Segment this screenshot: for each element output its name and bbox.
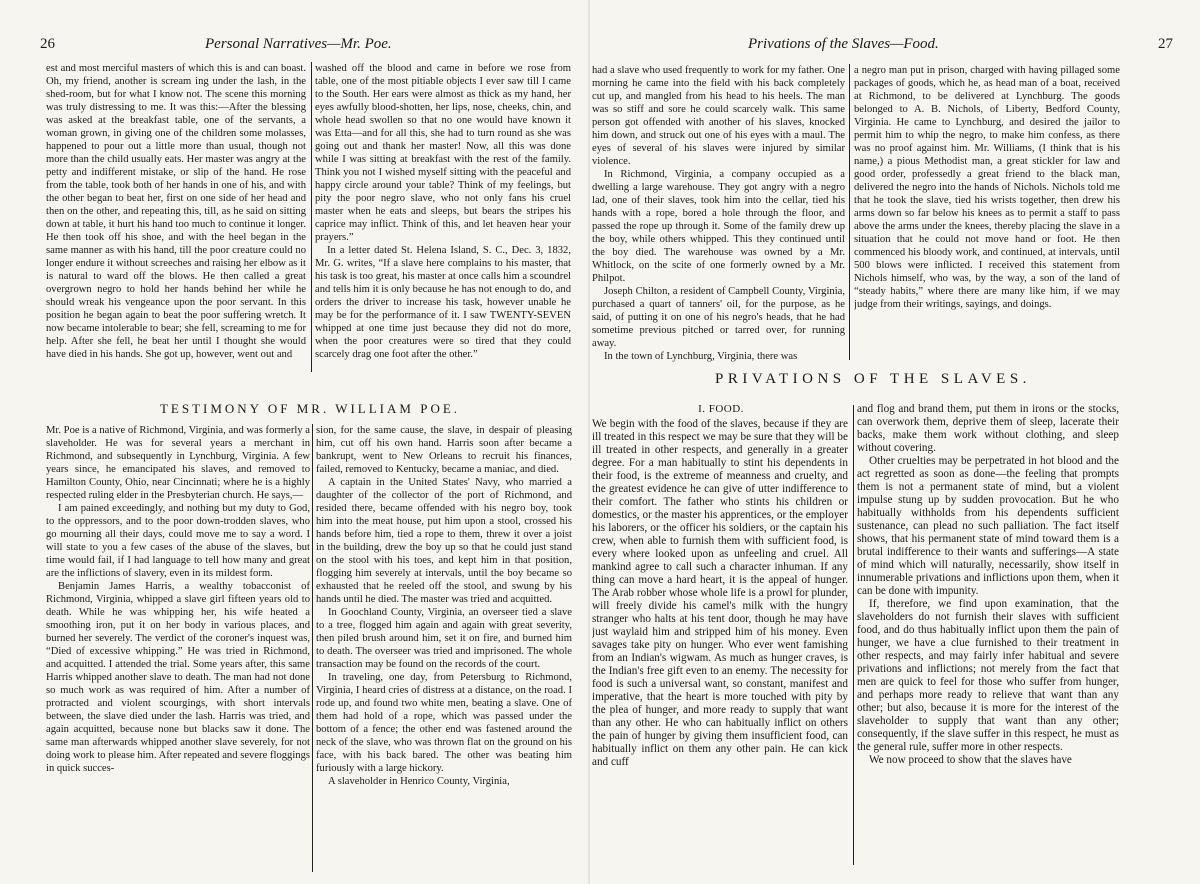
paragraph: We begin with the food of the slaves, because if they are ill treated in this respect we may be sure that they will be ill treated in other respects, and generally in a greater degree. For a man habitually to stint his dependents in their food, is the extreme of meanness and cruelty, and the greatest evidence he can give of utter indifference to their comfort. The father who stints his children or domestics, or the master his apprentices, or the employer his laborers, or the officer his soldiers, or the captain his crew, when able to furnish them with sufficient food, is every where looked upon as unfeeling and cruel. All mankind agree to call such a character inhuman. If any thing can move a hard heart, it is the appeal of hunger. The Arab robber whose whole life is a prowl for plunder, will freely divide his camel's milk with the hungry stranger who halts at his tent door, though he may have just waylaid him and stripped him of his money. Even savages take pity on hunger. Who ever went famishing from an Indian's wigwam. As much as hunger craves, is the Indian's free gift even to an enemy. The necessity for food is such a universal want, so constant, manifest and imperative, that the heart is more touched with pity by the plea of hunger, and more ready to supply that want than any other. He who can habitually inflict on others the pain of hunger by giving them insufficient food, can habitually inflict on them any other pain. He can kick and cuff xyxy=(592,418,848,768)
paragraph: In a letter dated St. Helena Island, S. C., Dec. 3, 1832, Mr. G. writes, “If a slave here complains to his master, that his task is too great, his master at once calls him a scoundrel and tells him it is only because he has not enough to do, and orders the driver to increase his task, however unable he may be for the performance of it. I saw TWENTY-SEVEN whipped at one time just because they did not do more, when the poor creatures were so tired that they could scarcely drag one foot after the other.” xyxy=(315,245,571,360)
paragraph: Other cruelties may be perpetrated in hot blood and the act regretted as soon as done—the feeling that prompts them is not a permanent state of mind, but a violent impulse stung up by sudden provocation. But he who habitually withholds from his dependents sufficient sustenance, can plead no such palliation. The fact itself shows, that his permanent state of mind toward them is a brutal indifference to their wants and sufferings—A state of mind which will naturally, necessarily, show itself in innumerable privations and inflictions upon them, when it can be done with impunity. xyxy=(857,455,1119,597)
paragraph: a negro man put in prison, charged with having pillaged some packages of goods, which he, as head man of a boat, received at Richmond, to be delivered at Lynchburg. The goods belonged to A. B. Nichols, of Liberty, Bedford County, Virginia. He came to Lynchburg, and desired the jailor to permit him to whip the negro, to make him confess, as there was no proof against him. Mr. Williams, (I think that is his name,) a pious Methodist man, a great stickler for law and good order, professedly a great friend to the black man, delivered the negro into the hands of Nichols. Nichols told me that he took the slave, tied his wrists together, then drew his arms down so far below his knees as to permit a staff to pass above the arms under the knees, thereby placing the slave in a situation that he could not move hand or foot. He then commenced his bloody work, and continued, at intervals, until 500 blows were inflicted. I received this statement from Nichols himself, who was, by the way, a son of the land of “steady habits,” where there are many like him, if we may judge from their writings, sayings, and doings. xyxy=(854,65,1120,310)
right-col-1 xyxy=(592,64,845,364)
paragraph: In Richmond, Virginia, a company occupied as a dwelling a large warehouse. They got angry with a negro lad, one of their slaves, took him into the cellar, tied his hands with a rope, bored a hole through the floor, and passed the rope up through it. Some of the family drew up the boy, while others whipped. This they continued until the boy died. The warehouse was owned by a Mr. Whitlock, on the scite of one formerly owned by a Mr. Philpot. xyxy=(592,169,845,284)
food-subheading: I. FOOD. xyxy=(698,403,744,415)
paragraph: We now proceed to show that the slaves have xyxy=(869,754,1072,766)
left-col-2 xyxy=(315,62,571,378)
left-col-1 xyxy=(46,62,306,378)
page-number-left: 26 xyxy=(40,36,55,52)
paragraph: washed off the blood and came in before we rose from table, one of the most pitiable objects I ever saw till I came to the South. Her ears were almost as thick as my hand, her eyes awfully blood-shotten, her lips, nose, cheeks, chin, and whole head swollen so that no one would have known it was Etta—and for all this, she had to turn round as she was going out and thank her master! Now, all this was done while I was sitting at breakfast with the rest of the family. Think you not I wished myself sitting with the peaceful and happy circle around your table? Think of my feelings, but pity the poor negro slave, who not only fans his cruel master when he eats and sleeps, but bears the stripes his caprice may inflict. Think of this, and let heaven hear your prayers.” xyxy=(315,63,571,243)
paragraph: I am pained exceedingly, and nothing but my duty to God, to the oppressors, and to the poor down-trodden slaves, who go mourning all their days, could move me to say a word. I will state to you a few cases of the abuse of the slaves, but time would fail, if I had language to tell how many and great are the inflictions of slavery, even in its mildest form. xyxy=(46,503,310,579)
column-rule xyxy=(853,405,854,865)
paragraph: sion, for the same cause, the slave, in despair of pleasing him, cut off his own hand. Harris soon after became a bankrupt, went to New Orleans to recruit his finances, failed, removed to Kentucky, became a maniac, and died. xyxy=(316,425,572,475)
paragraph: In the town of Lynchburg, Virginia, there was xyxy=(604,351,798,362)
paragraph: If, therefore, we find upon examination, that the slaveholders do not furnish their slaves with sufficient food, and do thus habitually inflict upon them the pain of hunger, we have a clue furnished to their treatment in other respects, and may fairly infer habitual and severe privations and inflictions; not merely from the fact that men are quick to feel for those who suffer from hunger, and perhaps more ready to relieve that want than any other; but also, because it is more for the interest of the slaveholder to supply that want than any other; consequently, if the slave suffer in this respect, he must as the general rule, suffer more in other respects. xyxy=(857,598,1119,753)
paragraph: Mr. Poe is a native of Richmond, Virginia, and was formerly a slaveholder. He was for several years a merchant in Richmond, and subsequently in Lynchburg, Virginia. A few years since, he emancipated his slaves, and removed to Hamilton County, Ohio, near Cincinnati; where he is a highly respected ruling elder in the Presbyterian church. He says,— xyxy=(46,425,310,501)
paragraph: Benjamin James Harris, a wealthy tobacconist of Richmond, Virginia, whipped a slave girl fifteen years old to death. While he was whipping her, his wife heated a smoothing iron, put it on her body in various places, and burned her severely. The verdict of the coroner's inquest was, “Died of excessive whipping.” He was tried in Richmond, and acquitted. I attended the trial. Some years after, this same Harris whipped another slave to death. The man had not done so much work as was required of him. After a number of protracted and violent scourgings, with short intervals between, the slave died under the lash. Harris was tried, and again acquitted, because none but blacks saw it done. The same man afterwards whipped another slave severely, for not doing work to please him. After repeated and severe floggings in quick succes- xyxy=(46,581,310,774)
paragraph: In Goochland County, Virginia, an overseer tied a slave to a tree, flogged him again and again with great severity, then piled brush around him, set it on fire, and burned him to death. The overseer was tried and imprisoned. The whole transaction may be found on the records of the court. xyxy=(316,607,572,670)
paragraph: and flog and brand them, put them in irons or the stocks, can overwork them, deprive them of sleep, lacerate their backs, make them work without clothing, and sleep without covering. xyxy=(857,403,1119,454)
column-rule xyxy=(849,64,850,360)
paragraph: Joseph Chilton, a resident of Campbell County, Virginia, purchased a quart of tanners' oil, for the purpose, as he said, of putting it on one of his negro's heads, that he had sometime previous pitched or tarred over, for running away. xyxy=(592,286,845,349)
running-title-right: Privations of the Slaves—Food. xyxy=(748,36,939,52)
paragraph: A captain in the United States' Navy, who married a daughter of the collector of the port of Richmond, and resided there, became offended with his negro boy, took him into the meat house, put him upon a stool, crossed his hands before him, tied a rope to them, threw it over a joist in the building, drew the boy up so that he could just stand on the stool with his toes, and kept him in that position, flogging him severely at intervals, until the boy became so exhausted that he reeled off the stool, and swung by his hands until he died. The master was tried and acquitted. xyxy=(316,477,572,605)
gutter xyxy=(588,0,590,884)
right-col-2 xyxy=(854,64,1120,364)
left-col-4 xyxy=(316,424,572,884)
paragraph: had a slave who used frequently to work for my father. One morning he came into the field with his back completely cut up, and mangled from his head to his heels. The man was so stiff and sore he could scarcely walk. This same person got offended with another of his slaves, knocked him down, and struck out one of his eyes with a maul. The eyes of several of his slaves were injured by similar violence. xyxy=(592,65,845,167)
left-page xyxy=(0,0,586,884)
paragraph: In traveling, one day, from Petersburg to Richmond, Virginia, I heard cries of distress at a distance, on the road. I rode up, and found two white men, beating a slave. One of them had hold of a rope, which was passed under the bottom of a fence; the other end was fastened around the neck of the slave, who was thrown flat on the ground on his face, with his back bared. The other was beating him furiously with a large hickory. xyxy=(316,672,572,774)
right-col-4 xyxy=(857,403,1119,884)
column-rule xyxy=(311,62,312,372)
left-col-3 xyxy=(46,424,310,884)
right-page xyxy=(592,0,1200,884)
right-col-3 xyxy=(592,418,848,884)
paragraph: est and most merciful masters of which this is and can boast. Oh, my friend, another is scream ing under the lash, in the shed-room, but for what I know not. The scene this morning was truly distressing to me. It was this:—After the blessing was asked at the breakfast table, one of the servants, a woman grown, in giving one of the children some molasses, happened to pour out a little more than usual, though not more than the child usually eats. Her master was angry at the petty and indifferent mistake, or slip of the hand. He rose from the table, took both of her hands in one of his, and with the other began to beat her, first on one side of her head and then on the other, and repeating this, till, as he said on sitting down at table, it hurt his hand too much to continue it longer. He then took off his shoe, and with the heel began in the same manner as with his hand, till the poor creature could no longer endure it without screeches and raising her elbow as it is natural to ward off the blows. He then called a great overgrown negro to hold her hands behind her while he should wreak his vengeance upon the poor servant. In this position he began again to beat the poor suffering wretch. It now became intolerable to bear; she fell, screaming to me for help. After she fell, he beat her until I thought she would have died in his hands. She got up, however, went out and xyxy=(46,63,306,360)
paragraph: A slaveholder in Henrico County, Virginia, xyxy=(328,776,510,787)
column-rule xyxy=(312,424,313,872)
running-title-left: Personal Narratives—Mr. Poe. xyxy=(205,36,392,52)
testimony-heading: TESTIMONY OF MR. WILLIAM POE. xyxy=(159,401,461,416)
page-number-right: 27 xyxy=(1158,36,1173,52)
privations-heading: PRIVATIONS OF THE SLAVES. xyxy=(715,371,1031,387)
